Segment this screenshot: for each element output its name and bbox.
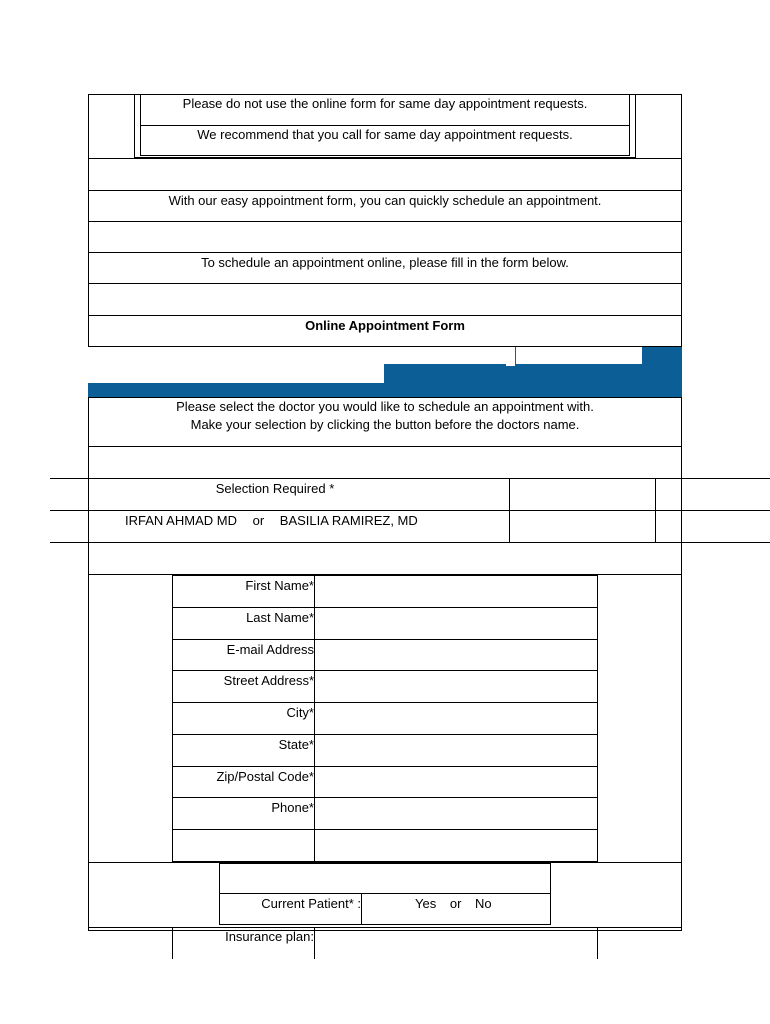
row-line: [88, 315, 682, 316]
yes-option[interactable]: Yes: [415, 896, 437, 911]
street-address-label: Street Address*: [223, 673, 314, 688]
frame-top: [88, 94, 682, 95]
first-name-field[interactable]: [316, 577, 596, 606]
row-line: [88, 283, 682, 284]
row-line: [172, 670, 598, 671]
row-line: [88, 158, 682, 159]
city-label: City*: [286, 705, 314, 720]
selection-required-label: Selection Required *: [215, 481, 335, 496]
row-line: [88, 252, 682, 253]
row-line: [88, 190, 682, 191]
doctor-prompt-line-1: Please select the doctor you would like to schedule an appointment with.: [176, 399, 594, 414]
no-option[interactable]: No: [475, 896, 492, 911]
row-line: [172, 702, 598, 703]
col-line: [597, 927, 598, 959]
row-line: [172, 607, 598, 608]
first-name-label: First Name*: [245, 578, 314, 593]
banner-white-notch: [506, 347, 515, 366]
col-line: [314, 575, 315, 862]
current-patient-box: [219, 863, 551, 925]
row-line: [50, 542, 770, 543]
row-line: [172, 639, 598, 640]
insurance-plan-field[interactable]: [316, 932, 596, 958]
banner-white-strip-top: [88, 347, 506, 364]
row-line: [88, 397, 682, 398]
zip-label: Zip/Postal Code*: [216, 769, 314, 784]
last-name-label: Last Name*: [246, 610, 314, 625]
yes-no-or-text: or: [449, 896, 462, 911]
last-name-field[interactable]: [316, 609, 596, 638]
col-line: [172, 927, 173, 959]
state-label: State*: [278, 737, 314, 752]
row-line: [172, 829, 598, 830]
col-line: [361, 893, 362, 925]
phone-label: Phone*: [271, 800, 314, 815]
row-line: [88, 446, 682, 447]
form-title: Online Appointment Form: [305, 318, 465, 333]
zip-field[interactable]: [316, 768, 596, 796]
row-line: [50, 510, 770, 511]
col-line: [509, 478, 510, 542]
frame-left-bottom: [88, 542, 89, 930]
row-line: [172, 734, 598, 735]
notice-divider: [140, 125, 630, 126]
insurance-plan-label: Insurance plan:: [225, 929, 314, 944]
city-field[interactable]: [316, 704, 596, 733]
doctor-or-text: or: [252, 513, 265, 528]
col-line: [681, 478, 682, 542]
email-field[interactable]: [316, 641, 596, 669]
extra-field[interactable]: [316, 831, 596, 861]
banner-white-strip-left: [88, 364, 384, 383]
doctor-choice-row: [125, 513, 418, 528]
instructions-text: To schedule an appointment online, please fill in the form below.: [201, 255, 569, 270]
row-line: [88, 927, 682, 928]
row-line: [88, 221, 682, 222]
current-patient-options: [415, 896, 492, 911]
row-line: [219, 893, 551, 894]
banner-white-strip-right: [516, 347, 642, 364]
street-address-field[interactable]: [316, 672, 596, 701]
frame-right-bottom: [681, 542, 682, 930]
notice-line-1: Please do not use the online form for same day appointment requests.: [182, 96, 588, 111]
notice-line-2: We recommend that you call for same day appointment requests.: [197, 127, 573, 142]
email-label: E-mail Address: [226, 642, 314, 657]
doctor-1-label[interactable]: IRFAN AHMAD MD: [125, 513, 237, 528]
current-patient-label: Current Patient* :: [261, 896, 361, 911]
doctor-2-label[interactable]: BASILIA RAMIREZ, MD: [279, 513, 418, 528]
doctor-prompt-line-2: Make your selection by clicking the button before the doctors name.: [190, 417, 580, 432]
row-line: [172, 766, 598, 767]
col-line: [314, 927, 315, 959]
row-line: [172, 797, 598, 798]
state-field[interactable]: [316, 736, 596, 765]
easy-form-text: With our easy appointment form, you can quickly schedule an appointment.: [168, 193, 602, 208]
row-line: [50, 478, 770, 479]
phone-field[interactable]: [316, 799, 596, 828]
col-line: [655, 478, 656, 542]
